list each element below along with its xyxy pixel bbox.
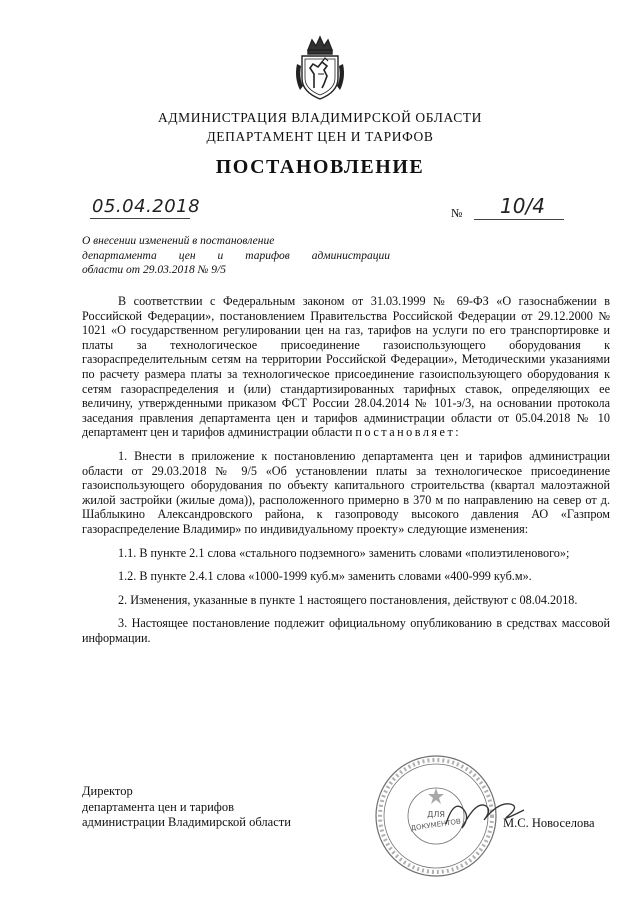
paragraph-1-1: 1.1. В пункте 2.1 слова «стального подземного» заменить словами «полиэтиленового»;: [118, 545, 570, 560]
document-title: ПОСТАНОВЛЕНИЕ: [215, 156, 425, 178]
number-sign: №: [451, 206, 463, 220]
decree-word: постановляет:: [355, 425, 462, 440]
stamp-text: ДОКУМЕНТОВ: [410, 817, 462, 833]
document-number: 10/4: [500, 194, 545, 218]
date-underline: [90, 218, 190, 219]
number-underline: [474, 219, 564, 220]
subject-line: департамента цен и тарифов администрации: [82, 249, 390, 262]
stamp-text: ДЛЯ: [427, 810, 445, 819]
document-date: 05.04.2018: [92, 196, 201, 217]
department-name: ДЕПАРТАМЕНТ ЦЕН И ТАРИФОВ: [206, 129, 434, 144]
signatory-line: администрации Владимирской области: [82, 815, 291, 829]
handwritten-signature-icon: [440, 780, 530, 840]
signatory-line: Директор: [82, 784, 133, 798]
paragraph-3: 3. Настоящее постановление подлежит официальному опубликованию в средствах массовой информации.: [82, 616, 610, 645]
paragraph-2: 2. Изменения, указанные в пункте 1 настоящего постановления, действуют с 08.04.2018.: [118, 592, 578, 607]
document-body: [82, 294, 610, 654]
subject-line: О внесении изменений в постановление: [82, 235, 275, 247]
paragraph-1: 1. Внести в приложение к постановлению департамента цен и тарифов администрации области от 29.03.2018 № 9/5 «Об установлении платы за технологическое присоединение газоиспользующего оборудования по объекту капитального строительства (квартал малоэтажной жилой застройки (жилые дома)), расположенного примерно в 370 м по направлению на север от д. Шаблыкино Александровского района, к газопроводу высокого давления АО «Газпром газораспределение Владимир» по индивидуальному проекту» следующие изменения:: [82, 448, 610, 536]
paragraph-1-2: 1.2. В пункте 2.4.1 слова «1000-1999 куб.м» заменить словами «400-999 куб.м».: [118, 569, 532, 584]
signatory-line: департамента цен и тарифов: [82, 799, 235, 814]
subject-line: области от 29.03.2018 № 9/5: [82, 264, 227, 276]
signatory-name: М.С. Новоселова: [503, 816, 595, 830]
document-subject: [82, 234, 390, 278]
coat-of-arms-emblem: [294, 34, 346, 102]
preamble-paragraph: [82, 294, 610, 440]
organization-name: АДМИНИСТРАЦИЯ ВЛАДИМИРСКОЙ ОБЛАСТИ: [158, 110, 482, 125]
preamble-text: В соответствии с Федеральным законом от 31.03.1999 № 69-ФЗ «О газоснабжении в Российской Федерации», постановлением Правительства Российской Федерации от 29.12.2000 № 1021 «О государственном регулировании цен на газ, тарифов на услуги по его транспортировке и платы за технологическое присоединение газоиспользующего оборудования к газораспределительным сетям на территории Российской Федерации», Методическими указаниями по расчету размера платы за технологическое присоединение газоиспользующего оборудования к сетям газораспределения и (или) стандартизированных тарифных ставок, определяющих ее величину, утвержденными приказом ФСТ России 28.04.2014 № 101-э/3, на основании протокола заседания правления департамента цен и тарифов администрации области от 05.04.2018 № 10 департамент цен и тарифов администрации области: [82, 294, 610, 440]
signatory-position: [82, 784, 291, 831]
